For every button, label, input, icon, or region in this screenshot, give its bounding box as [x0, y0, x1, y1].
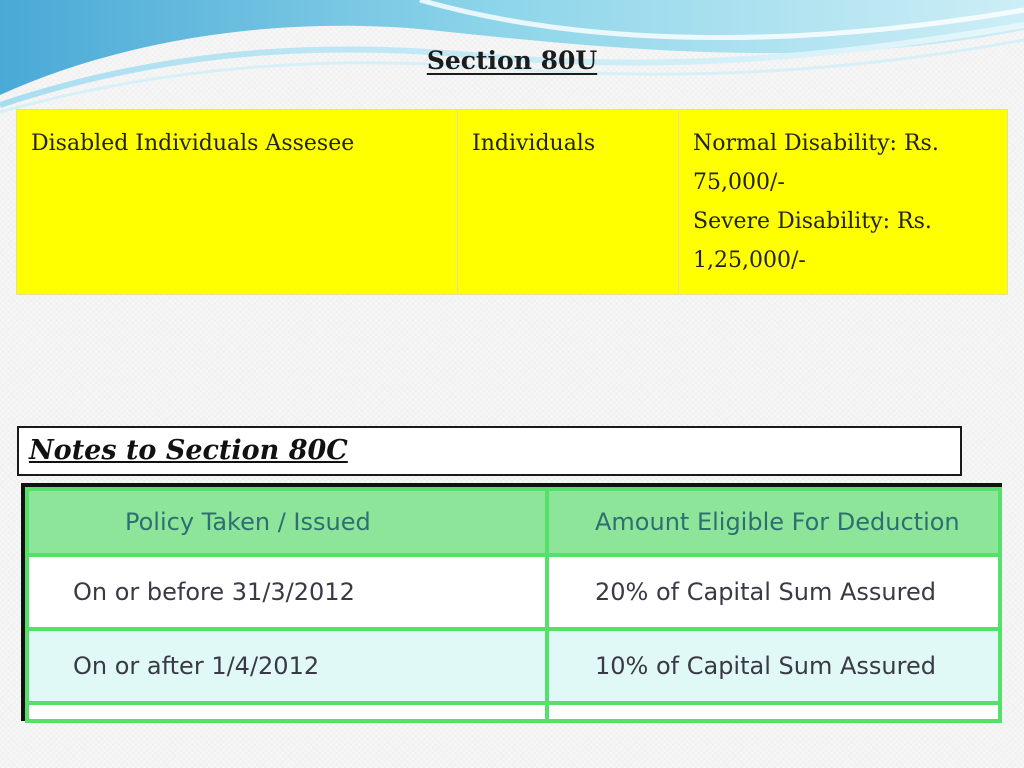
- limit-line: 75,000/-: [693, 170, 785, 195]
- spacer-cell: [27, 703, 547, 721]
- amount-cell: 20% of Capital Sum Assured: [547, 555, 1000, 629]
- spacer-cell: [547, 703, 1000, 721]
- table-row: [17, 110, 1008, 295]
- section-80u-table: [16, 109, 1008, 295]
- limit-line: Severe Disability: Rs.: [693, 209, 932, 234]
- policy-cell: On or before 31/3/2012: [27, 555, 547, 629]
- table-row: [27, 629, 1000, 703]
- column-header-amount: Amount Eligible For Deduction: [547, 489, 1000, 555]
- table-row: [27, 555, 1000, 629]
- deduction-limit-cell: [679, 110, 1008, 295]
- notes-heading-box: [17, 426, 962, 476]
- eligible-cell: Individuals: [458, 110, 679, 295]
- limit-line: Normal Disability: Rs.: [693, 131, 939, 156]
- column-header-policy: Policy Taken / Issued: [27, 489, 547, 555]
- notes-table-frame: [21, 483, 1002, 721]
- table-spacer-row: [27, 703, 1000, 721]
- amount-cell: 10% of Capital Sum Assured: [547, 629, 1000, 703]
- slide-title-text: Section 80U: [426, 46, 598, 75]
- category-cell: Disabled Individuals Assesee: [17, 110, 458, 295]
- notes-heading: Notes to Section 80C: [29, 435, 348, 466]
- slide-title: [0, 46, 1024, 75]
- policy-cell: On or after 1/4/2012: [27, 629, 547, 703]
- limit-line: 1,25,000/-: [693, 248, 806, 273]
- table-header-row: [27, 489, 1000, 555]
- notes-table: [25, 487, 1002, 723]
